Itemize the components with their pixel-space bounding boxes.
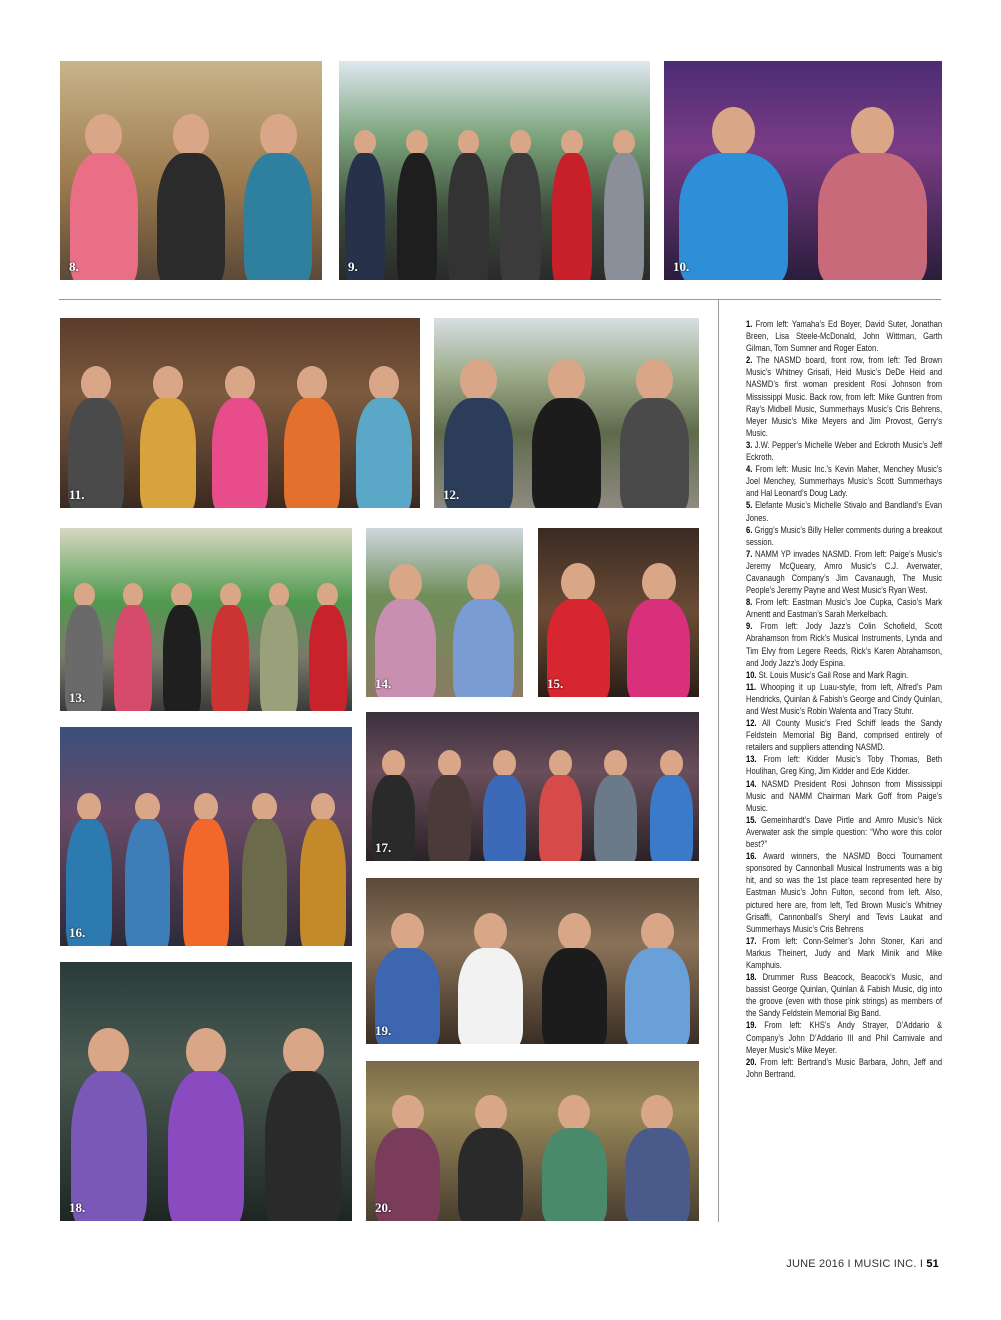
person-head bbox=[171, 583, 191, 607]
caption-number: 4. bbox=[746, 464, 756, 475]
caption-item bbox=[746, 935, 942, 971]
caption-number: 3. bbox=[746, 439, 755, 450]
person-figure bbox=[428, 775, 471, 861]
caption-number: 1. bbox=[746, 319, 756, 329]
person-head bbox=[88, 1028, 129, 1075]
person-head bbox=[77, 793, 102, 821]
photo-9 bbox=[339, 61, 650, 280]
person-figure bbox=[242, 819, 288, 946]
caption-number: 18. bbox=[746, 972, 763, 983]
person-head bbox=[438, 750, 461, 777]
caption-text: From left: Conn-Selmer’s John Stoner, Kari and Markus Theinert, Judy and Mark Minik and Mike Kamphuis. bbox=[746, 935, 943, 970]
person-figure bbox=[157, 153, 225, 280]
photo-number: 18. bbox=[69, 1200, 86, 1215]
photo-18 bbox=[60, 962, 352, 1221]
person-head bbox=[389, 564, 422, 602]
caption-number: 15. bbox=[746, 814, 762, 825]
photo-8 bbox=[60, 61, 322, 280]
person-head bbox=[493, 750, 516, 777]
caption-item bbox=[746, 524, 942, 548]
person-head bbox=[297, 366, 327, 401]
photo-15 bbox=[538, 528, 699, 697]
photo-number: 16. bbox=[69, 925, 86, 940]
person-head bbox=[85, 114, 122, 156]
caption-item bbox=[746, 778, 942, 814]
person-head bbox=[548, 359, 585, 402]
photo-number: 10. bbox=[673, 259, 690, 274]
photo-20 bbox=[366, 1061, 699, 1221]
person-figure bbox=[627, 599, 690, 697]
photo-number: 11. bbox=[69, 487, 85, 502]
person-head bbox=[558, 1095, 590, 1132]
caption-number: 9. bbox=[746, 621, 761, 632]
person-figure bbox=[458, 1128, 523, 1221]
person-figure bbox=[244, 153, 312, 280]
person-figure bbox=[625, 948, 690, 1044]
caption-item bbox=[746, 1019, 942, 1055]
caption-number: 2. bbox=[746, 355, 757, 366]
caption-item bbox=[746, 318, 942, 354]
caption-text: All County Music’s Fred Schiff leads the Sandy Feldstein Memorial Big Band, comprised entirely of retailers and suppliers attending NASMD. bbox=[746, 718, 943, 753]
person-figure bbox=[211, 605, 249, 711]
person-head bbox=[382, 750, 405, 777]
caption-item bbox=[746, 499, 942, 523]
person-head bbox=[260, 114, 297, 156]
caption-item bbox=[746, 620, 942, 668]
person-head bbox=[549, 750, 572, 777]
person-head bbox=[660, 750, 683, 777]
footer-issue: JUNE 2016 I MUSIC INC. I bbox=[786, 1258, 924, 1270]
photo-number: 15. bbox=[547, 676, 564, 691]
person-head bbox=[475, 1095, 507, 1132]
person-head bbox=[712, 107, 756, 157]
person-figure bbox=[309, 605, 347, 711]
person-figure bbox=[453, 599, 514, 697]
person-head bbox=[458, 130, 480, 155]
photo-number: 20. bbox=[375, 1200, 392, 1215]
photo-number: 17. bbox=[375, 840, 392, 855]
caption-item bbox=[746, 1056, 942, 1080]
person-figure bbox=[650, 775, 693, 861]
person-head bbox=[220, 583, 240, 607]
caption-text: The NASMD board, front row, from left: Ted Brown Music’s Whitney Grisafi, Heid Music’s DeDe Heid and NASMD’s first woman president Rosi Johnson from Mississippi Music. Back row, from left: Mike Guntren from Ray’s Midbell Music, Summerhays Music’s Cris Behrens, Meyer Music’s Mike Meyers and Jim Provost, Gerry’s Music. bbox=[746, 355, 943, 438]
photo-10 bbox=[664, 61, 942, 280]
person-figure bbox=[539, 775, 582, 861]
photo-16 bbox=[60, 727, 352, 946]
caption-number: 7. bbox=[746, 548, 756, 559]
caption-number: 10. bbox=[746, 669, 759, 680]
person-figure bbox=[212, 398, 268, 508]
caption-text: From left: Kidder Music’s Toby Thomas, Beth Houlihan, Greg King, Jim Kidder and Ede Kidder. bbox=[746, 754, 943, 777]
caption-text: From left: Eastman Music’s Joe Cupka, Casio’s Mark Arnentt and Eastman’s Sarah Merkelbach. bbox=[746, 597, 943, 620]
person-head bbox=[558, 913, 591, 951]
caption-text: From left: Yamaha’s Ed Boyer, David Suter, Jonathan Breen, Lisa Steele-McDonald, John Wittman, Garth Gilman, Tom Sumner and Roger Eaton. bbox=[746, 319, 943, 354]
caption-text: NASMD President Rosi Johnson from Mississippi Music and NAMM Chairman Mark Goff from Paige’s Music. bbox=[746, 778, 943, 813]
person-head bbox=[283, 1028, 324, 1075]
photo-14 bbox=[366, 528, 523, 697]
caption-number: 20. bbox=[746, 1056, 761, 1067]
caption-number: 17. bbox=[746, 935, 763, 946]
caption-item bbox=[746, 971, 942, 1019]
person-head bbox=[851, 107, 895, 157]
person-figure bbox=[679, 153, 787, 280]
horizontal-rule bbox=[59, 299, 941, 300]
person-figure bbox=[542, 948, 607, 1044]
person-figure bbox=[483, 775, 526, 861]
photo-number: 8. bbox=[69, 259, 79, 274]
photo-number: 13. bbox=[69, 690, 86, 705]
caption-item bbox=[746, 463, 942, 499]
caption-number: 13. bbox=[746, 754, 764, 765]
person-head bbox=[252, 793, 277, 821]
person-figure bbox=[168, 1071, 244, 1221]
person-head bbox=[561, 130, 583, 155]
caption-item bbox=[746, 439, 942, 463]
person-head bbox=[604, 750, 627, 777]
person-head bbox=[460, 359, 497, 402]
person-head bbox=[406, 130, 428, 155]
person-head bbox=[642, 563, 676, 602]
person-head bbox=[225, 366, 255, 401]
caption-item bbox=[746, 596, 942, 620]
caption-number: 8. bbox=[746, 597, 756, 608]
caption-text: From left: Music Inc.’s Kevin Maher, Menchey Music’s Joel Menchey, Summerhays Music’s Scott Summerhays and Hal Leonard’s Doug Lady. bbox=[746, 464, 943, 499]
person-figure bbox=[625, 1128, 690, 1221]
caption-number: 14. bbox=[746, 778, 762, 789]
caption-item bbox=[746, 669, 942, 681]
person-head bbox=[641, 913, 674, 951]
person-figure bbox=[594, 775, 637, 861]
person-figure bbox=[163, 605, 201, 711]
person-head bbox=[123, 583, 143, 607]
person-head bbox=[354, 130, 376, 155]
person-head bbox=[194, 793, 219, 821]
person-figure bbox=[500, 153, 540, 280]
caption-number: 6. bbox=[746, 524, 755, 535]
caption-text: Award winners, the NASMD Bocci Tournament sponsored by Cannonball Musical Instruments was a big hit, and so was the 1st place team represented here by Eastman Music’s John Fulton, second from left. Also, pictured here are, from left, Ted Brown Music’s Whitney Grisaffi, Cannonball’s Sheryl and Tevis Laukat and Summerhays Music’s Cris Behrens bbox=[746, 851, 943, 934]
photo-number: 19. bbox=[375, 1023, 392, 1038]
caption-item bbox=[746, 354, 942, 439]
person-head bbox=[613, 130, 635, 155]
caption-text: From left: Bertrand’s Music Barbara, John, Jeff and John Bertrand. bbox=[746, 1056, 943, 1079]
caption-text: Gemeinhardt’s Dave Pirtle and Amro Music’s Nick Averwater ask the simple question: “Who wore this color best?” bbox=[746, 814, 943, 850]
caption-text: From left: KHS’s Andy Strayer, D’Addario & Company’s John D’Addario III and Phil Carnivale and Meyer Music’s Mike Meyer. bbox=[746, 1020, 943, 1055]
vertical-rule bbox=[718, 300, 719, 1222]
person-head bbox=[74, 583, 94, 607]
person-head bbox=[561, 563, 595, 602]
person-figure bbox=[70, 153, 138, 280]
person-head bbox=[173, 114, 210, 156]
caption-item bbox=[746, 717, 942, 753]
caption-text: St. Louis Music’s Gail Rose and Mark Ragin. bbox=[758, 669, 909, 680]
person-figure bbox=[260, 605, 298, 711]
caption-text: Whooping it up Luau-style, from left, Alfred’s Pam Hendricks, Quinlan & Fabish’s George and Cindy Quinlan, and West Music’s Robin Walenta and Tracy Stuhr. bbox=[746, 681, 943, 716]
caption-item bbox=[746, 814, 942, 850]
caption-text: NAMM YP invades NASMD. From left: Paige’s Music’s Jeremy McQueary, Amro Music’s C.J. Averwater, Cavanaugh Company’s Jim Cavanaugh, The Music People’s Jeremy Payne and West Music’s Ryan West. bbox=[746, 548, 943, 596]
person-head bbox=[636, 359, 673, 402]
person-figure bbox=[542, 1128, 607, 1221]
caption-item bbox=[746, 548, 942, 596]
person-figure bbox=[284, 398, 340, 508]
page-footer bbox=[786, 1258, 939, 1270]
caption-item bbox=[746, 681, 942, 717]
photo-12 bbox=[434, 318, 699, 508]
person-figure bbox=[114, 605, 152, 711]
person-head bbox=[153, 366, 183, 401]
photo-number: 14. bbox=[375, 676, 392, 691]
person-head bbox=[135, 793, 160, 821]
person-head bbox=[392, 1095, 424, 1132]
person-figure bbox=[356, 398, 412, 508]
person-head bbox=[467, 564, 500, 602]
caption-text: J.W. Pepper’s Michelle Weber and Eckroth Music’s Jeff Eckroth. bbox=[746, 439, 943, 463]
person-figure bbox=[140, 398, 196, 508]
caption-number: 12. bbox=[746, 718, 762, 729]
person-head bbox=[510, 130, 532, 155]
caption-number: 5. bbox=[746, 500, 756, 511]
photo-11 bbox=[60, 318, 420, 508]
caption-column bbox=[746, 318, 942, 1080]
person-figure bbox=[604, 153, 644, 280]
photo-13 bbox=[60, 528, 352, 711]
caption-item bbox=[746, 850, 942, 935]
person-figure bbox=[125, 819, 171, 946]
caption-number: 19. bbox=[746, 1020, 765, 1031]
photo-number: 9. bbox=[348, 259, 358, 274]
caption-number: 16. bbox=[746, 851, 764, 862]
person-head bbox=[186, 1028, 227, 1075]
person-figure bbox=[300, 819, 346, 946]
person-figure bbox=[620, 398, 689, 508]
page-number: 51 bbox=[926, 1258, 939, 1270]
person-head bbox=[81, 366, 111, 401]
person-figure bbox=[71, 1071, 147, 1221]
person-head bbox=[391, 913, 424, 951]
person-head bbox=[317, 583, 337, 607]
person-head bbox=[269, 583, 289, 607]
person-figure bbox=[183, 819, 229, 946]
caption-text: Drummer Russ Beacock, Beacock’s Music, and bassist George Quinlan, Quinlan & Fabish Music, dig into the groove (even with those pink strings) as members of the Sandy Feldstein Memorial Big Band. bbox=[746, 972, 943, 1019]
person-figure bbox=[448, 153, 488, 280]
person-head bbox=[474, 913, 507, 951]
person-figure bbox=[265, 1071, 341, 1221]
person-head bbox=[369, 366, 399, 401]
person-figure bbox=[818, 153, 926, 280]
person-figure bbox=[552, 153, 592, 280]
person-head bbox=[641, 1095, 673, 1132]
person-figure bbox=[397, 153, 437, 280]
person-head bbox=[311, 793, 336, 821]
caption-number: 11. bbox=[746, 681, 761, 692]
photo-number: 12. bbox=[443, 487, 460, 502]
person-figure bbox=[532, 398, 601, 508]
caption-text: From left: Jody Jazz’s Colin Schofield, Scott Abrahamson from Rick’s Musical Instruments, Lynda and Tim Elvy from Legere Reeds, Rick’s Karen Abrahamson, and Jody Jazz’s Jody Espina. bbox=[746, 621, 943, 668]
caption-item bbox=[746, 753, 942, 777]
person-figure bbox=[458, 948, 523, 1044]
photo-19 bbox=[366, 878, 699, 1044]
caption-text: Grigg’s Music’s Billy Heller comments during a breakout session. bbox=[746, 524, 943, 547]
photo-17 bbox=[366, 712, 699, 861]
caption-text: Elefante Music’s Michelle Stivalo and Bandland’s Evan Jones. bbox=[746, 500, 943, 523]
